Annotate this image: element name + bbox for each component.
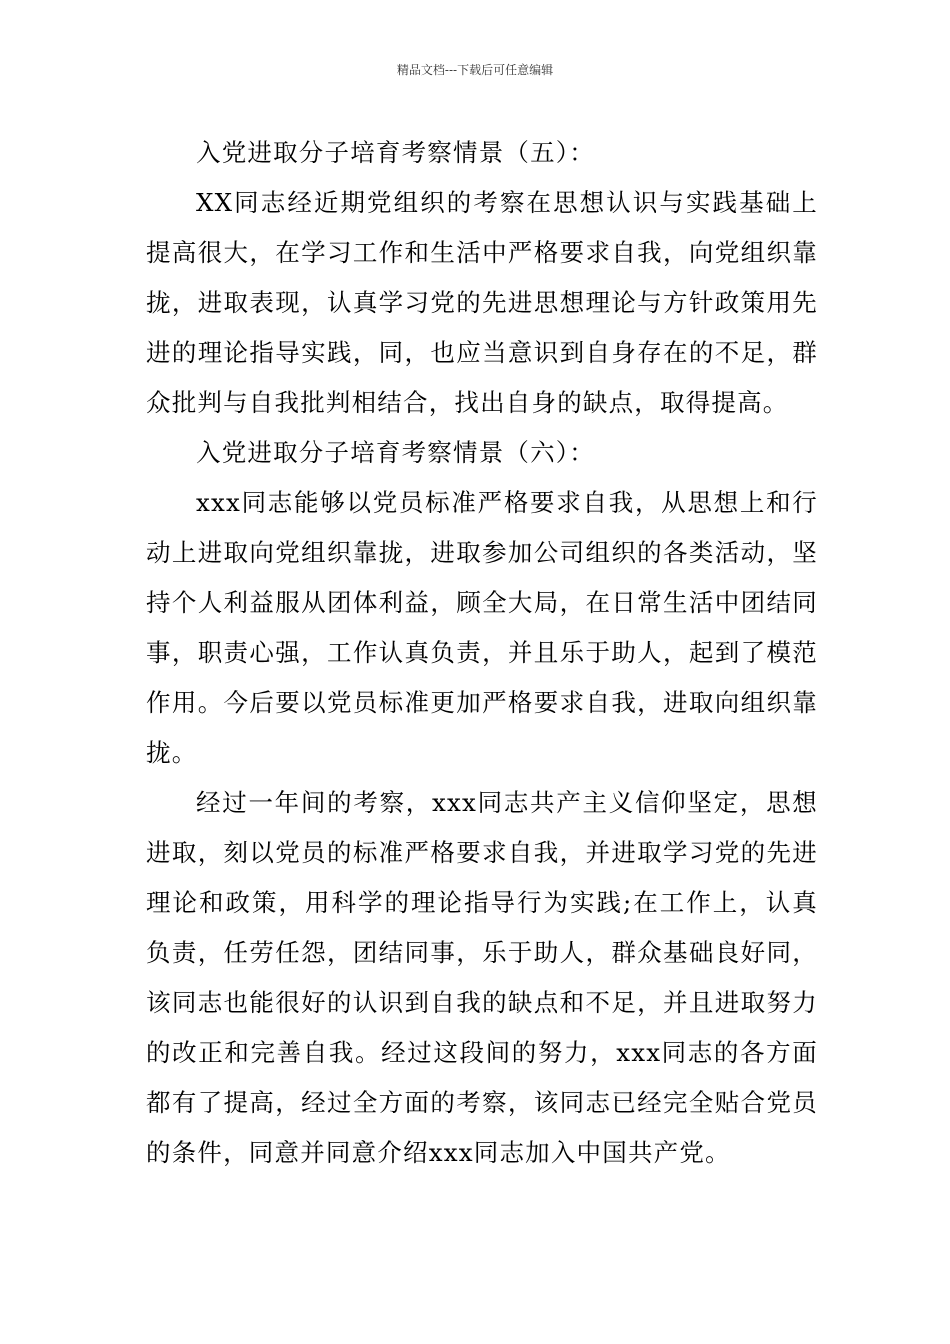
paragraph-evaluation-5: XX同志经近期党组织的考察在思想认识与实践基础上提高很大，在学习工作和生活中严格要求自我，向党组织靠拢，进取表现，认真学习党的先进思想理论与方针政策用先进的理论指导实践，同，也应当意识到自身存在的不足，群众批判与自我批判相结合，找出自身的缺点，取得提高。 (146, 188, 818, 417)
paragraph-evaluation-6: xxx同志能够以党员标准严格要求自我，从思想上和行动上进取向党组织靠拢，进取参加公司组织的各类活动，坚持个人利益服从团体利益，顾全大局，在日常生活中团结同事，职责心强，工作认真负责，并且乐于助人，起到了模范作用。今后要以党员标准更加严格要求自我，进取向组织靠拢。 (146, 488, 818, 767)
page-header: 精品文档---下载后可任意编辑 (396, 63, 554, 77)
document-body (146, 128, 818, 1178)
section-heading-6: 入党进取分子培育考察情景（六）： (196, 438, 595, 467)
paragraph-annual-evaluation: 经过一年间的考察，xxx同志共产主义信仰坚定，思想进取，刻以党员的标准严格要求自我，并进取学习党的先进理论和政策，用科学的理论指导行为实践;在工作上，认真负责，任劳任怨，团结同事，乐于助人，群众基础良好同，该同志也能很好的认识到自我的缺点和不足，并且进取努力的改正和完善自我。经过这段间的努力，xxx同志的各方面都有了提高，经过全方面的考察，该同志已经完全贴合党员的条件，同意并同意介绍xxx同志加入中国共产党。 (146, 788, 818, 1167)
section-heading-5: 入党进取分子培育考察情景（五）： (196, 138, 595, 167)
